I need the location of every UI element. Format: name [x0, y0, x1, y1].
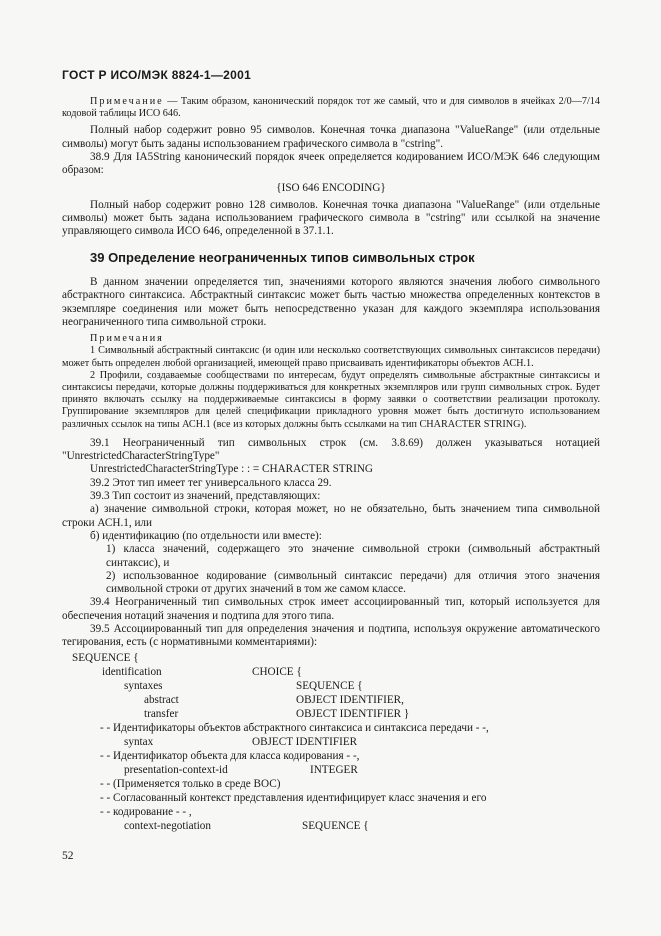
section-title: 39 Определение неограниченных типов символьных строк	[90, 249, 475, 265]
code-token: transfer	[144, 707, 179, 720]
paragraph-95-symbols: Полный набор содержит ровно 95 символов. Конечная точка диапазона "ValueRange" (или отдельные символы) могут быть заданы использованием графического символа в "cstring".	[62, 124, 600, 150]
code-token: identification	[102, 665, 162, 678]
list-item-b1: 1) класса значений, содержащего это значение символьной строки (символьный абстрактный синтаксис), и	[106, 543, 600, 569]
paragraph-39-4: 39.4 Неограниченный тип символьных строк имеет ассоциированный тип, который используется для обеспечения нотаций значения и подтипа для этого типа.	[62, 596, 600, 622]
code-token: syntaxes	[124, 679, 163, 692]
code-line	[62, 652, 600, 666]
code-token: OBJECT IDENTIFIER	[252, 735, 358, 748]
list-item-b: б) идентификацию (по отдельности или вместе):	[90, 529, 322, 542]
list-item-b2: 2) использованное кодирование (символьный синтаксис передачи) для отличия этого значения символьной строки от других значений в том же самом классе.	[106, 569, 600, 596]
note-1: 1 Символьный абстрактный синтаксис (и один или несколько соответствующих символьных синтаксисов передачи) может быть определен любой организацией, имеющей право присваивать идентификаторы объектов АСН.1.	[62, 345, 600, 369]
paragraph-39-3: 39.3 Тип состоит из значений, представляющих:	[90, 490, 321, 503]
paragraph-section-intro: В данном значении определяется тип, значениями которого являются значения любого символьного абстрактного синтаксиса. Абстрактный синтаксис может быть частью множества определенных контекстов в экземпляре соединения или может быть непосредственно указан для каждого экземпляра использования неограниченного типа символьной строки.	[62, 276, 600, 328]
paragraph-39-5: 39.5 Ассоциированный тип для определения значения и подтипа, используя окружение автоматического тегирования, есть (с нормативными комментариями):	[62, 623, 600, 649]
code-token: OBJECT IDENTIFIER,	[296, 693, 404, 706]
document-header: ГОСТ Р ИСО/МЭК 8824-1—2001	[62, 68, 252, 82]
paragraph-128-symbols: Полный набор содержит ровно 128 символов. Конечная точка диапазона "ValueRange" (или отдельные символы) может быть задана использованием графического символа в "cstring" или ссылкой на значение управляющего символа ИСО 646, определенной в 37.1.1.	[62, 198, 600, 238]
notes-label: Примечания	[90, 333, 164, 345]
code-token: OBJECT IDENTIFIER }	[296, 707, 410, 720]
code-line	[62, 736, 600, 750]
paragraph-38-9: 38.9 Для IA5String канонический порядок ячеек определяется кодированием ИСО/МЭК 646 следующим образом:	[62, 151, 600, 177]
code-line	[62, 792, 600, 806]
code-line	[62, 680, 600, 694]
code-token: abstract	[144, 693, 179, 706]
code-comment: - - (Применяется только в среде ВОС)	[100, 777, 281, 790]
code-line	[62, 666, 600, 680]
list-item-a: а) значение символьной строки, которая может, но не обязательно, быть значением типа символьной строки АСН.1, или	[62, 503, 600, 529]
code-token: presentation-context-id	[124, 763, 228, 776]
note-paragraph	[62, 96, 600, 120]
page-content	[62, 96, 600, 834]
asn1-code-block	[62, 652, 600, 834]
code-line	[62, 778, 600, 792]
code-comment: - - Идентификаторы объектов абстрактного синтаксиса и синтаксиса передачи - -,	[100, 721, 489, 734]
code-line	[62, 806, 600, 820]
code-comment: - - Идентификатор объекта для класса кодирования - -,	[100, 749, 360, 762]
code-token: CHOICE {	[252, 665, 302, 678]
code-line	[62, 722, 600, 736]
code-token: syntax	[124, 735, 154, 748]
production-rule: UnrestrictedCharacterStringType : : = CHARACTER STRING	[90, 463, 373, 476]
page-number: 52	[62, 850, 74, 862]
code-token: INTEGER	[310, 763, 358, 776]
code-line	[62, 694, 600, 708]
code-line	[62, 708, 600, 722]
code-line	[62, 820, 600, 834]
code-token: SEQUENCE {	[72, 651, 139, 664]
note-2: 2 Профили, создаваемые сообществами по интересам, будут определять символьные абстрактные синтаксисы и синтаксисы передачи, которые должны поддерживаться для конкретных экземпляров или групп символьных строк. Будет принято включать ссылку на поддерживаемые синтаксисы в форму заявки о соответствии реализации протоколу. Группирование экземпляров для целей спецификации прикладного уровня может быть достигнуто использованием различных ссылок на типы АСН.1 (все из которых должны быть ссылками на тип CHARACTER STRING).	[62, 369, 600, 430]
paragraph-39-2: 39.2 Этот тип имеет тег универсального класса 29.	[90, 476, 332, 489]
code-comment: - - Согласованный контекст представления идентифицирует класс значения и его	[100, 791, 487, 804]
encoding-line: {ISO 646 ENCODING}	[276, 181, 386, 194]
note-text: — Таким образом, канонический порядок тот же самый, что и для символов в ячейках 2/0—7/14 кодовой таблицы ИСО 646.	[62, 96, 600, 120]
code-line	[62, 750, 600, 764]
code-token: SEQUENCE {	[302, 819, 369, 832]
code-comment: - - кодирование - - ,	[100, 805, 192, 818]
code-token: SEQUENCE {	[296, 679, 363, 692]
note-label: Примечание	[90, 96, 164, 107]
paragraph-39-1: 39.1 Неограниченный тип символьных строк (см. 3.8.69) должен указываться нотацией "UnrestrictedCharacterStringType"	[62, 436, 600, 463]
code-line	[62, 764, 600, 778]
code-token: context-negotiation	[124, 819, 211, 832]
